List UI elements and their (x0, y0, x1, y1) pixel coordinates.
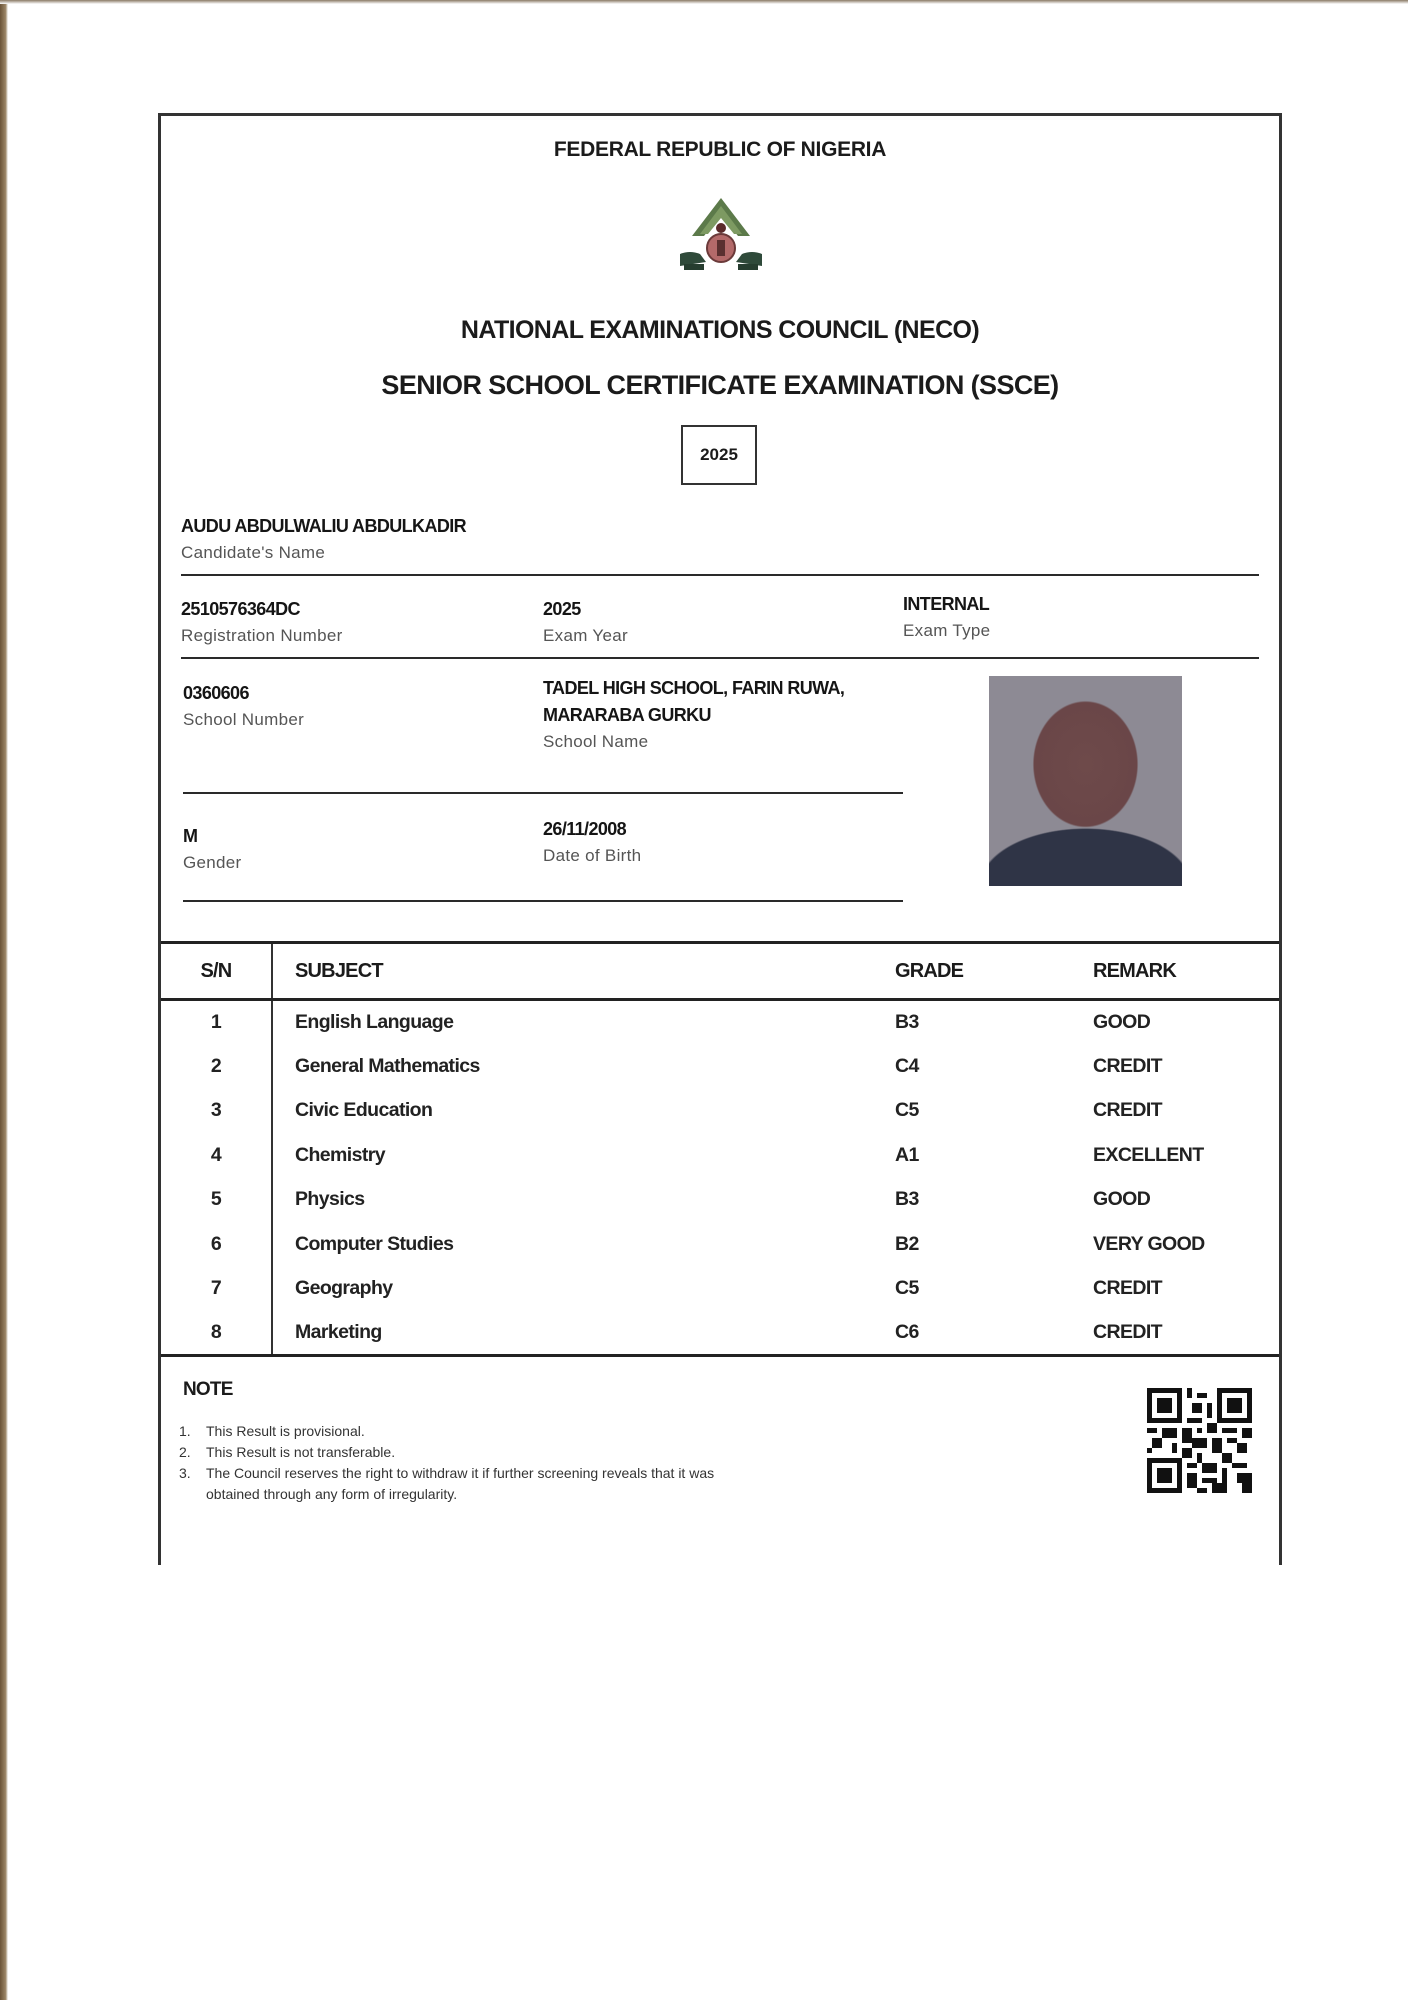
remark-cell: CREDIT (1093, 1054, 1162, 1077)
grade-cell: B2 (895, 1232, 919, 1255)
school-number-field (183, 683, 304, 730)
subject-cell: Geography (295, 1277, 393, 1300)
exam-type-value: INTERNAL (903, 594, 990, 614)
remark-cell: CREDIT (1093, 1099, 1162, 1122)
grade-cell: C5 (895, 1099, 919, 1122)
sn-cell: 5 (161, 1178, 272, 1223)
note-heading: NOTE (183, 1379, 233, 1400)
date-of-birth-value: 26/11/2008 (543, 819, 627, 839)
result-row (161, 1133, 1279, 1178)
result-row (161, 1311, 1279, 1356)
grade-cell: C4 (895, 1054, 919, 1077)
remark-cell: GOOD (1093, 1188, 1151, 1211)
gender-label: Gender (183, 853, 242, 872)
school-number-label: School Number (183, 710, 305, 729)
date-of-birth-field (543, 819, 641, 866)
note-item: 1. This Result is provisional. (179, 1423, 365, 1439)
exam-year-label: Exam Year (543, 626, 628, 645)
registration-number-field (181, 599, 343, 646)
divider (181, 574, 1259, 576)
results-header-row (161, 943, 1279, 1000)
sn-cell: 4 (161, 1133, 272, 1178)
gender-field (183, 826, 242, 873)
council-heading: NATIONAL EXAMINATIONS COUNCIL (NECO) (460, 316, 980, 344)
note-list (179, 1421, 766, 1505)
grade-cell: C6 (895, 1321, 919, 1343)
column-header-sn: S/N (161, 943, 272, 1000)
paper-edge-shadow (0, 0, 8, 2000)
sn-cell: 8 (161, 1311, 272, 1356)
remark-cell: EXCELLENT (1093, 1143, 1204, 1166)
sn-cell: 1 (161, 1000, 272, 1045)
subject-cell: General Mathematics (295, 1054, 480, 1077)
school-name-value-line2: MARARABA GURKU (543, 705, 711, 725)
result-row (161, 1178, 1279, 1223)
candidate-name-value: AUDU ABDULWALIU ABDULKADIR (181, 516, 467, 536)
school-name-label: School Name (543, 732, 649, 751)
subject-cell: Civic Education (295, 1099, 433, 1122)
exam-year-field (543, 599, 628, 646)
grade-cell: C5 (895, 1277, 919, 1300)
note-item: 2. This Result is not transferable. (179, 1444, 396, 1460)
subject-cell: English Language (295, 1011, 454, 1033)
result-row (161, 1267, 1279, 1312)
grade-cell: B3 (895, 1011, 919, 1033)
sn-cell: 7 (161, 1267, 272, 1312)
paper-top-edge (0, 0, 1408, 4)
date-of-birth-label: Date of Birth (543, 846, 642, 865)
neco-logo-icon (676, 196, 766, 276)
school-name-field (543, 678, 844, 752)
registration-number-value: 2510576364DC (181, 599, 300, 619)
registration-number-label: Registration Number (181, 626, 343, 645)
exam-heading: SENIOR SCHOOL CERTIFICATE EXAMINATION (SSCE) (381, 370, 1059, 400)
remark-cell: CREDIT (1093, 1277, 1162, 1300)
result-slip-frame (158, 113, 1282, 1565)
column-header-subject: SUBJECT (295, 959, 383, 982)
subject-cell: Chemistry (295, 1143, 385, 1166)
sn-cell: 2 (161, 1044, 272, 1089)
exam-year-value: 2025 (543, 599, 581, 619)
school-name-value-line1: TADEL HIGH SCHOOL, FARIN RUWA, (543, 678, 845, 698)
subject-cell: Marketing (295, 1321, 382, 1343)
remark-cell: GOOD (1093, 1011, 1151, 1033)
exam-year-box: 2025 (681, 425, 757, 485)
result-row (161, 1044, 1279, 1089)
subject-cell: Physics (295, 1188, 365, 1211)
country-heading: FEDERAL REPUBLIC OF NIGERIA (553, 138, 887, 161)
result-row (161, 1222, 1279, 1267)
divider (183, 792, 903, 794)
candidate-photo-icon (989, 676, 1182, 886)
subject-cell: Computer Studies (295, 1232, 454, 1255)
grade-cell: A1 (895, 1143, 919, 1166)
divider (181, 657, 1259, 659)
exam-type-label: Exam Type (903, 621, 991, 640)
result-row (161, 1089, 1279, 1134)
remark-cell: CREDIT (1093, 1321, 1162, 1343)
sn-cell: 6 (161, 1222, 272, 1267)
candidate-name-label: Candidate's Name (181, 543, 326, 562)
divider (183, 900, 903, 902)
exam-type-field (903, 594, 990, 641)
gender-value: M (183, 826, 198, 846)
remark-cell: VERY GOOD (1093, 1232, 1205, 1255)
school-number-value: 0360606 (183, 683, 249, 703)
qr-code-icon (1147, 1388, 1252, 1493)
column-header-grade: GRADE (895, 959, 964, 982)
result-row (161, 1000, 1279, 1045)
note-item: 3. The Council reserves the right to withdraw it if further screening reveals that it was obtained through any form of irregularity. (179, 1465, 715, 1502)
grade-cell: B3 (895, 1188, 919, 1211)
column-header-remark: REMARK (1093, 959, 1176, 982)
sn-cell: 3 (161, 1089, 272, 1134)
candidate-name-field (181, 516, 466, 563)
results-table (161, 941, 1279, 1357)
